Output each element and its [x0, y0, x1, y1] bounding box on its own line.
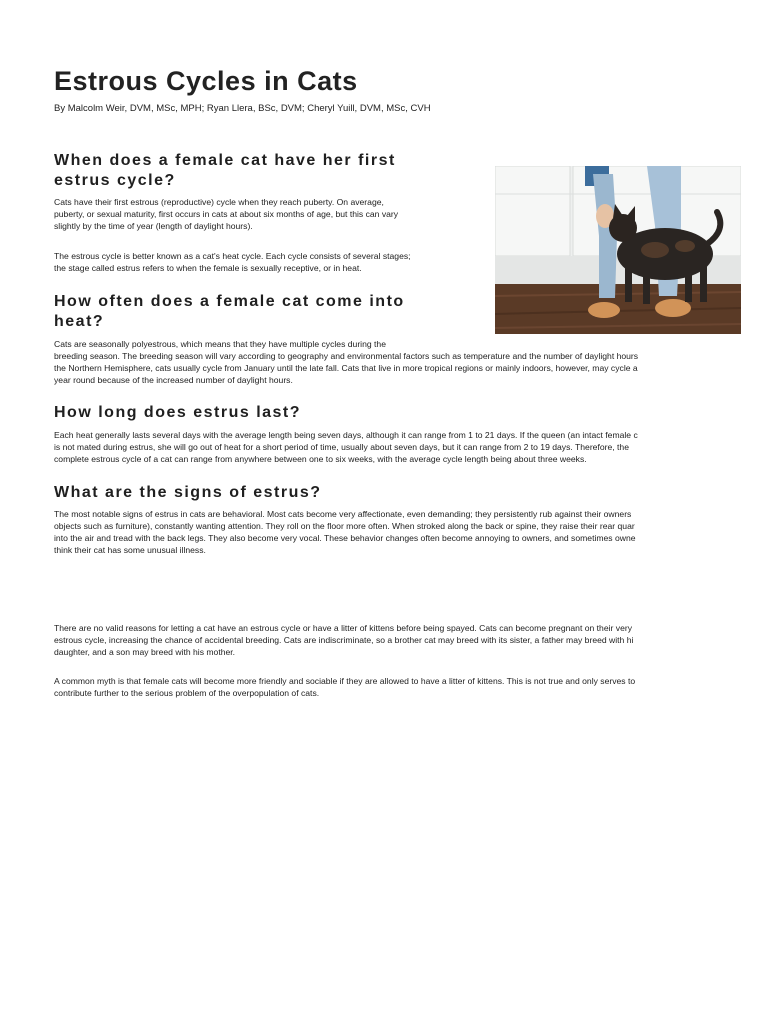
- heading-line: When does a female cat have her first: [54, 152, 396, 169]
- text-line: breeding season. The breeding season will vary according to geography and environmental factors such as temperature and the number of daylight hours: [54, 351, 639, 361]
- section-heading-how-long: [54, 403, 301, 423]
- paragraph-heat-cycle: [54, 250, 484, 274]
- text-line: into the air and tread with the back legs. They also become very vocal. These behavior changes often become annoying to owners, and sometimes owne: [54, 533, 636, 543]
- heading-line: estrus cycle?: [54, 172, 176, 189]
- text-line: Each heat generally lasts several days with the average length being seven days, although it can range from 1 to 21 days. If the queen (an intact female c: [54, 430, 638, 440]
- paragraph-no-valid-reasons: [54, 622, 633, 658]
- text-line: think their cat has some unusual illness.: [54, 545, 206, 555]
- heading-line: What are the signs of estrus?: [54, 484, 322, 501]
- text-line: the Northern Hemisphere, cats usually cycle from January until the late fall. Cats that live in more tropical regions or mainly indoors, however, may cycle a: [54, 363, 638, 373]
- text-line: puberty, or sexual maturity, first occurs in cats at about six months of age, but this can vary: [54, 209, 399, 219]
- paragraph-common-myth: [54, 675, 635, 699]
- text-line: objects such as furniture), constantly wanting attention. They roll on the floor more often. When stroked along the back or spine, they raise their rear quar: [54, 521, 635, 531]
- text-line: A common myth is that female cats will become more friendly and sociable if they are allowed to have a litter of kittens. This is not true and only serves to: [54, 676, 636, 686]
- article-byline: By Malcolm Weir, DVM, MSc, MPH; Ryan Llera, BSc, DVM; Cheryl Yuill, DVM, MSc, CVH: [54, 103, 431, 114]
- cat-leg: [643, 266, 650, 304]
- article-title: Estrous Cycles in Cats: [54, 66, 358, 96]
- cat-leg: [700, 262, 707, 302]
- cat-leg: [685, 266, 692, 302]
- text-line: The estrous cycle is better known as a cat's heat cycle. Each cycle consists of several stages;: [54, 251, 411, 261]
- text-line: daughter, and a son may breed with his mother.: [54, 647, 236, 657]
- text-line: year round because of the increased number of daylight hours.: [54, 375, 293, 385]
- cat-leg: [625, 262, 632, 302]
- text-line: There are no valid reasons for letting a cat have an estrous cycle or have a litter of kittens before being spayed. Cats can become pregnant on their very: [54, 623, 633, 633]
- section-heading-first-estrus: [54, 151, 396, 191]
- heading-line: heat?: [54, 313, 105, 330]
- section-heading-how-often: [54, 292, 405, 332]
- left-foot: [588, 302, 620, 318]
- text-line: The most notable signs of estrus in cats are behavioral. Most cats become very affectionate, even demanding; they persistently rub against their owners: [54, 509, 632, 519]
- text-line: the stage called estrus refers to when the female is sexually receptive, or in heat.: [54, 263, 362, 273]
- photo-illustration: [495, 166, 741, 334]
- text-line: contribute further to the serious problem of the overpopulation of cats.: [54, 688, 320, 698]
- text-line: estrous cycle, increasing the chance of accidental breeding. Cats are indiscriminate, so a brother cat may breed with its sister, a father may breed with hi: [54, 635, 634, 645]
- paragraph-how-long: [54, 429, 638, 465]
- heading-line: How long does estrus last?: [54, 404, 302, 421]
- paragraph-signs: [54, 508, 636, 556]
- text-line: is not mated during estrus, she will go out of heat for a short period of time, usually about seven days, but it can range from 2 to 19 days. Therefore, the: [54, 442, 629, 452]
- section-heading-signs: [54, 483, 322, 503]
- cabinet-left: [495, 166, 570, 256]
- heading-line: How often does a female cat come into: [54, 293, 405, 310]
- text-line: Cats are seasonally polyestrous, which means that they have multiple cycles during the: [54, 339, 386, 349]
- paragraph-how-often: [54, 338, 638, 386]
- text-line: slightly by the time of year (length of daylight hours).: [54, 221, 253, 231]
- paragraph-first-estrus: [54, 196, 484, 232]
- text-line: Cats have their first estrous (reproductive) cycle when they reach puberty. On average,: [54, 197, 384, 207]
- cat-with-owner-photo: [495, 166, 741, 334]
- text-line: complete estrous cycle of a cat can range from anywhere between one to six weeks, with the average cycle length being about three weeks.: [54, 454, 587, 464]
